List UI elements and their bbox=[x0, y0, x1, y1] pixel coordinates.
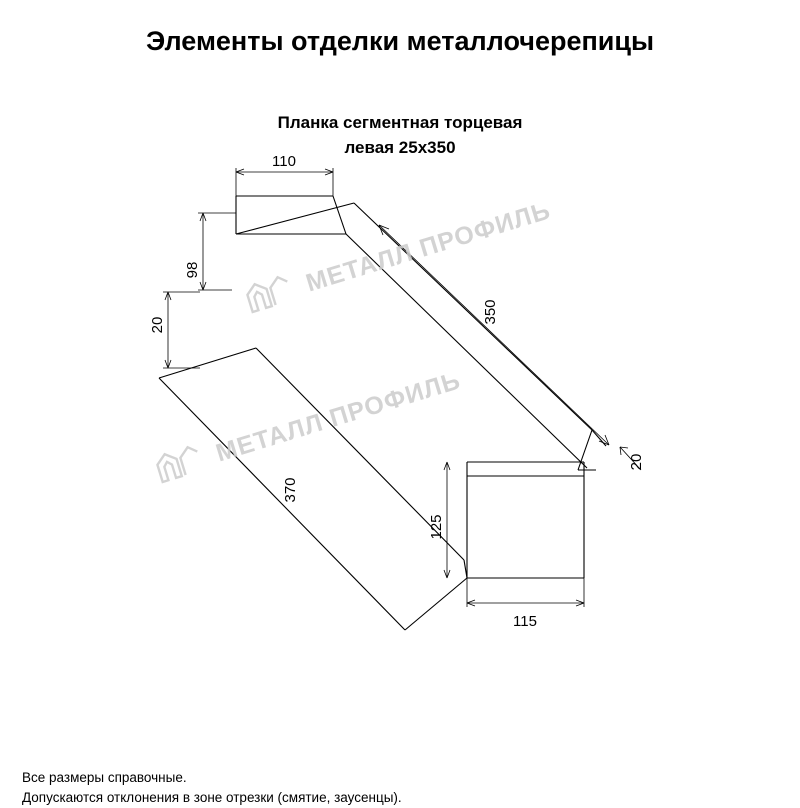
part-main-right-end bbox=[578, 430, 592, 470]
dim-label-115: 115 bbox=[513, 613, 537, 630]
dim-label-110: 110 bbox=[272, 153, 296, 170]
footnotes bbox=[22, 768, 402, 808]
part-top-flange-right-edge bbox=[333, 196, 346, 234]
dim-label-350: 350 bbox=[482, 299, 499, 325]
product-subtitle-line1: Планка сегментная торцевая bbox=[277, 113, 523, 132]
page-title: Элементы отделки металлочерепицы bbox=[145, 26, 655, 56]
watermark-text: МЕТАЛЛ ПРОФИЛЬ bbox=[212, 366, 464, 468]
part-right-tab-upper bbox=[592, 430, 606, 446]
product-subtitle-line2: левая 25х350 bbox=[344, 138, 456, 157]
part-lower-wing-left-edge bbox=[159, 378, 405, 630]
dim-370-line-hidden bbox=[175, 400, 420, 650]
watermark-text: МЕТАЛЛ ПРОФИЛЬ bbox=[302, 196, 554, 298]
dim-label-20-right: 20 bbox=[628, 453, 645, 471]
dim-label-370: 370 bbox=[282, 477, 299, 503]
part-lower-wing-bottom-edge bbox=[405, 578, 467, 630]
part-main-inner-edge bbox=[346, 234, 587, 468]
footnote-line2: Допускаются отклонения в зоне отрезки (смятие, заусенцы). bbox=[22, 790, 402, 805]
dim-label-98: 98 bbox=[184, 261, 201, 279]
dim-label-20-left: 20 bbox=[149, 316, 166, 334]
part-main-top-left-edge bbox=[236, 203, 354, 234]
footnote-line1: Все размеры справочные. bbox=[22, 770, 187, 785]
part-lower-wing-top-edge bbox=[159, 348, 256, 378]
dim-350-line bbox=[379, 225, 609, 445]
dim-label-125: 125 bbox=[428, 514, 445, 540]
part-main-top-right-edge bbox=[354, 203, 592, 430]
